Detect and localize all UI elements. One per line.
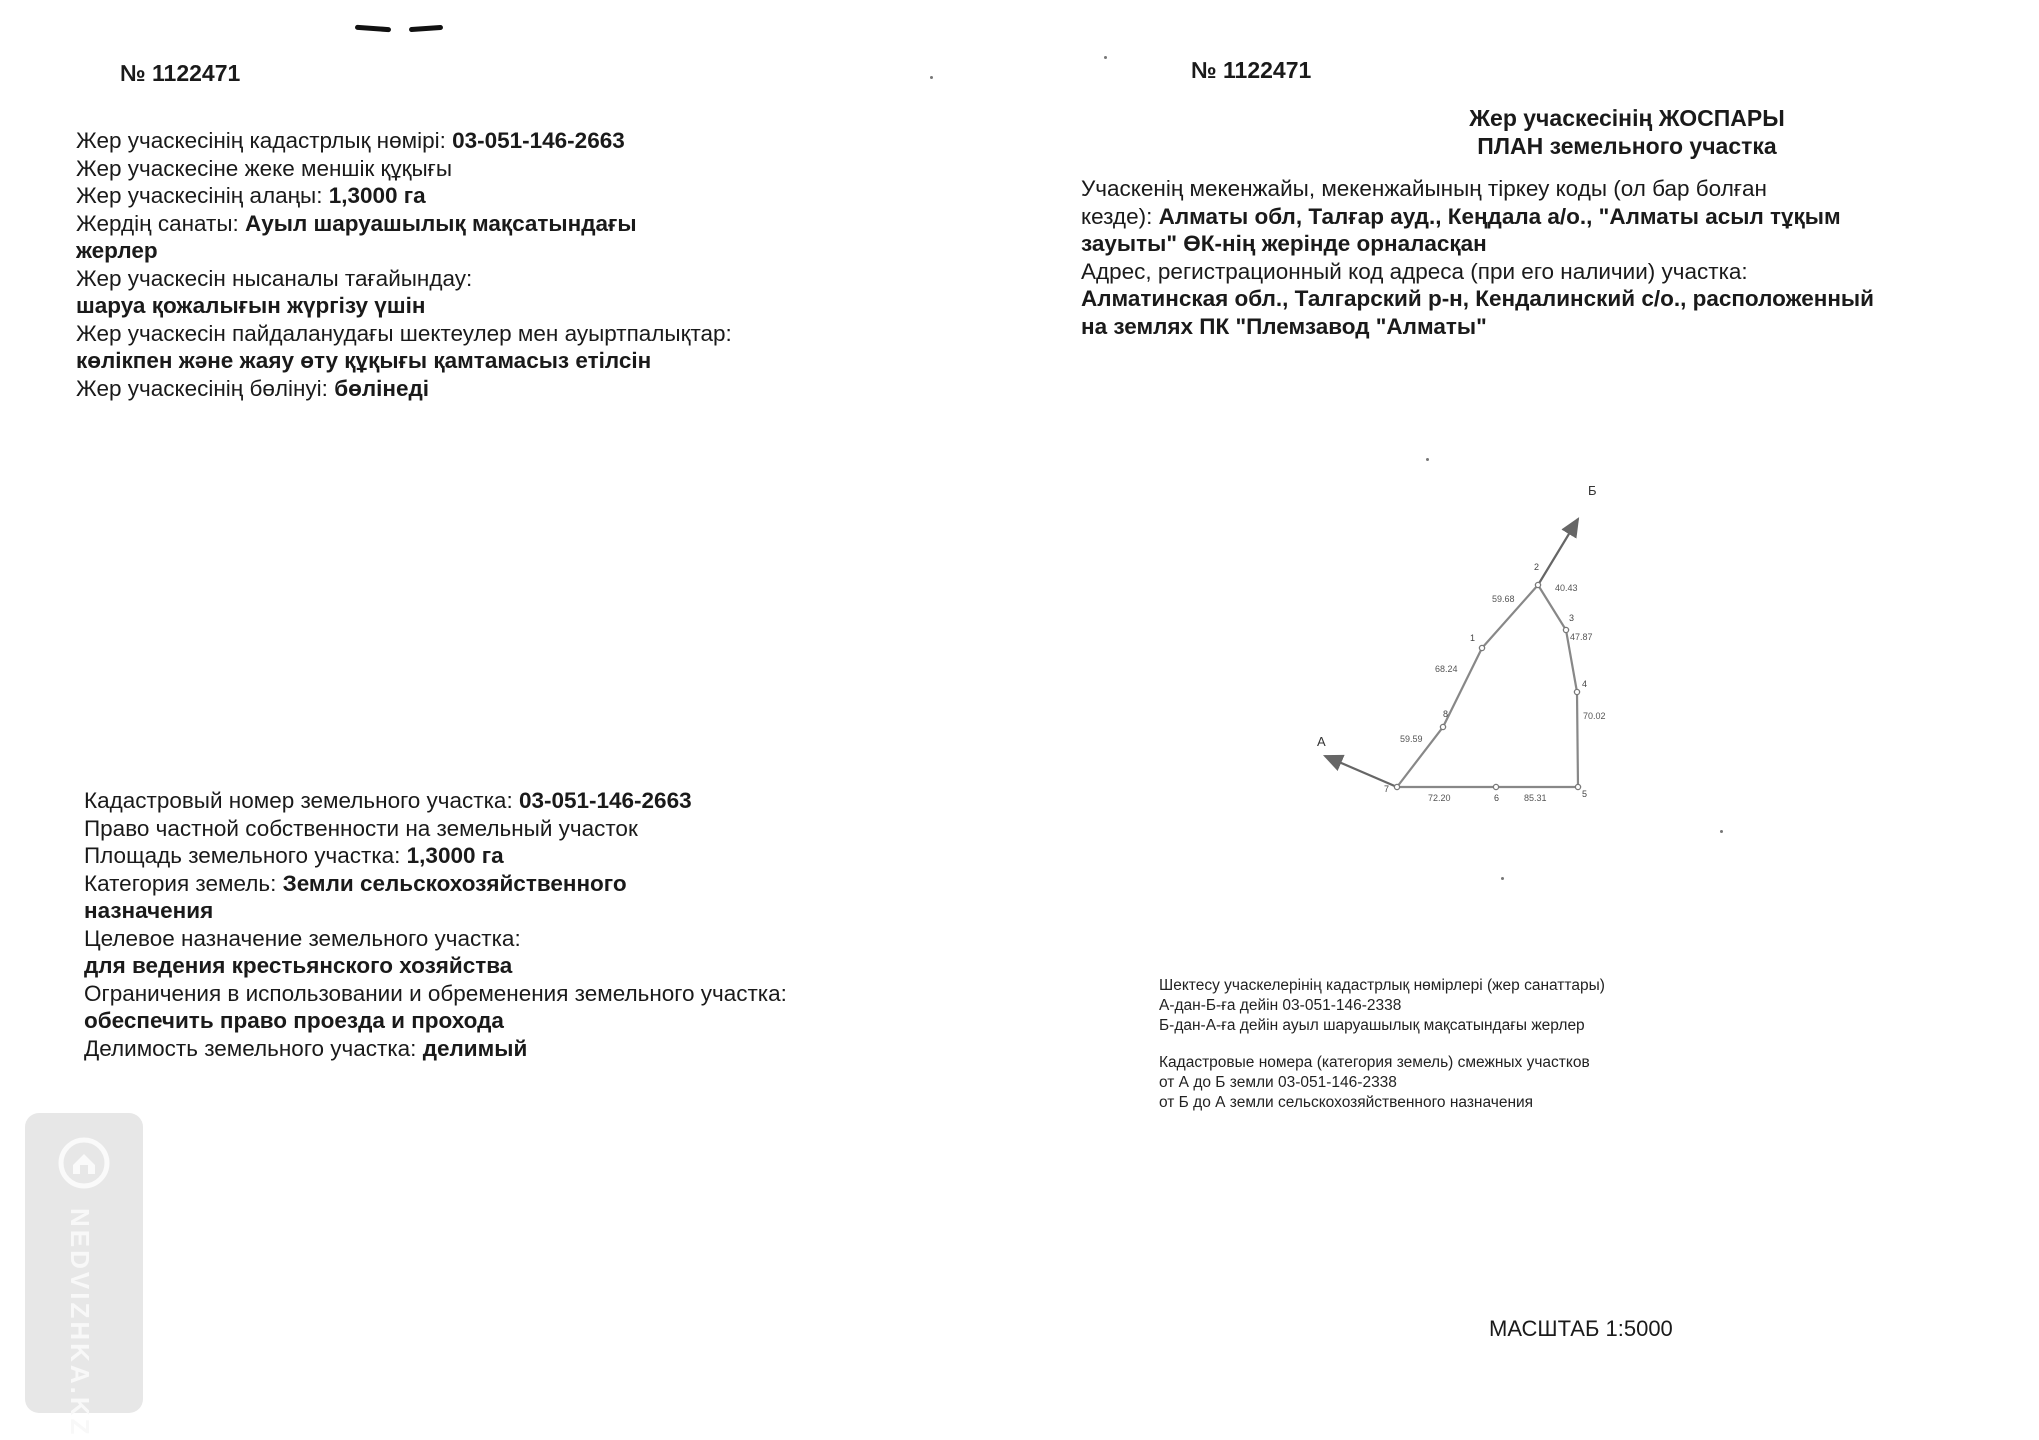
watermark-text: NEDVIZHKA.KZ [65, 1208, 95, 1438]
point-label-6: 6 [1494, 793, 1500, 803]
vertex-5 [1575, 784, 1580, 789]
watermark [25, 1113, 143, 1438]
ru-category-label: Категория земель: [84, 870, 283, 896]
address-ru-value: Алматинская обл., Талгарский р-н, Кендалинский с/о., расположенный [1081, 286, 1874, 311]
vertex-3 [1563, 627, 1568, 632]
kz-purpose-label: Жер учаскесін нысаналы тағайындау: [76, 265, 473, 291]
legend-ru-title: Кадастровые номера (категория земель) смежных участков [1159, 1054, 1590, 1071]
address-ru-label: Адрес, регистрационный код адреса (при его наличии) участка: [1081, 258, 1748, 284]
vertex-2 [1535, 582, 1540, 587]
parcel-boundary [1397, 585, 1578, 787]
scan-mark [355, 25, 391, 32]
kz-category-value-cont: жерлер [76, 238, 158, 263]
plan-title [1367, 104, 1887, 160]
arrow-b-line [1538, 519, 1578, 585]
vertex-4 [1574, 689, 1579, 694]
kz-divisibility-label: Жер учаскесінің бөлінуі: [76, 375, 335, 401]
doc-number: № 1122471 [1191, 57, 1312, 83]
kz-divisibility-value: бөлінеді [334, 375, 430, 401]
address-ru-value-cont: на землях ПК "Племзавод "Алматы" [1081, 313, 1487, 339]
arrow-a-label: А [1317, 734, 1326, 749]
legend-kz-line-2: Б-дан-А-ға дейін ауыл шаруашылық мақсатындағы жерлер [1159, 1017, 1585, 1034]
kz-right-row: Жер учаскесіне жеке меншік құқығы [76, 155, 453, 181]
segment-6-7: 72.20 [1428, 793, 1451, 803]
ru-area-value: 1,3000 га [406, 843, 504, 868]
ru-right-row: Право частной собственности на земельный участок [84, 815, 638, 841]
point-label-4: 4 [1582, 679, 1588, 689]
plan-title-ru: ПЛАН земельного участка [1477, 133, 1777, 159]
address-kz-label: Учаскенің мекенжайы, мекенжайының тіркеу коды (ол бар болған [1081, 176, 1767, 201]
ru-area-label: Площадь земельного участка: [84, 843, 407, 868]
point-label-1: 1 [1470, 633, 1476, 643]
scan-speck [1501, 877, 1504, 880]
vertex-6 [1493, 784, 1498, 789]
nedvizhka-logo-icon [58, 1137, 110, 1189]
segment-8-1: 68.24 [1435, 664, 1458, 674]
scan-speck [1104, 56, 1107, 59]
kz-cadastral-row [76, 127, 732, 155]
legend-ru-line-1: от А до Б земли 03-051-146-2338 [1159, 1074, 1397, 1091]
kz-category-label: Жердің санаты: [76, 210, 246, 236]
kz-cadastral-label: Жер учаскесінің кадастрлық нөмірі: [76, 128, 453, 153]
arrow-a-line [1325, 756, 1397, 787]
address-kz-row [1081, 203, 1961, 231]
ru-purpose-label: Целевое назначение земельного участка: [84, 925, 521, 951]
kz-area-label: Жер учаскесінің алаңы: [76, 183, 329, 208]
ru-divisibility-row [84, 1035, 787, 1063]
adjacent-legend-ru [1159, 1053, 1590, 1113]
scan-mark [409, 25, 443, 32]
ru-restrictions-label: Ограничения в использовании и обременения земельного участка: [84, 980, 787, 1006]
segment-1-2: 59.68 [1492, 594, 1515, 604]
segment-7-8: 59.59 [1400, 734, 1423, 744]
legend-ru-line-2: от Б до А земли сельскохозяйственного назначения [1159, 1094, 1534, 1111]
kz-restrictions-value: көлікпен және жаяу өту құқығы қамтамасыз етілсін [76, 348, 652, 373]
ru-divisibility-value: делимый [422, 1035, 528, 1061]
address-kz-value: Алматы обл, Талғар ауд., Кеңдала а/о., "Алматы асыл тұқым [1158, 203, 1841, 229]
vertex-8 [1440, 724, 1445, 729]
ru-area-row [84, 842, 787, 870]
parcel-plan [1260, 470, 1680, 830]
ru-category-value: Земли сельскохозяйственного [282, 870, 627, 896]
address-block [1081, 175, 1961, 340]
kz-area-value: 1,3000 га [328, 183, 426, 208]
point-label-7: 7 [1384, 784, 1390, 794]
kz-restrictions-label: Жер учаскесін пайдаланудағы шектеулер мен ауыртпалықтар: [76, 320, 732, 346]
scale-label: МАСШТАБ 1:5000 [1489, 1316, 1673, 1341]
right-page [1020, 0, 2039, 1440]
kz-category-row [76, 210, 732, 238]
kz-details [76, 127, 732, 402]
point-label-5: 5 [1582, 789, 1588, 799]
ru-details [84, 787, 787, 1062]
segment-5-6: 85.31 [1524, 793, 1547, 803]
vertex-7 [1394, 784, 1399, 789]
ru-cadastral-label: Кадастровый номер земельного участка: [84, 788, 519, 813]
doc-number: № 1122471 [120, 60, 241, 86]
plan-title-kz: Жер учаскесінің ЖОСПАРЫ [1469, 105, 1785, 131]
kz-category-value: Ауыл шаруашылық мақсатындағы [245, 210, 637, 236]
point-label-3: 3 [1569, 613, 1575, 623]
scan-speck [1426, 458, 1429, 461]
ru-purpose-value: для ведения крестьянского хозяйства [84, 953, 513, 978]
kz-purpose-value: шаруа қожалығын жүргізу үшін [76, 293, 426, 318]
ru-cadastral-row [84, 787, 787, 815]
ru-category-value-cont: назначения [84, 898, 214, 923]
scan-speck [930, 76, 933, 79]
ru-category-row [84, 870, 787, 898]
kz-area-row [76, 182, 732, 210]
ru-restrictions-value: обеспечить право проезда и прохода [84, 1008, 504, 1033]
segment-2-3: 40.43 [1555, 583, 1578, 593]
ru-cadastral-value: 03-051-146-2663 [518, 788, 692, 813]
segment-4-5: 70.02 [1583, 711, 1606, 721]
segment-3-4: 47.87 [1570, 632, 1593, 642]
point-label-8: 8 [1443, 709, 1449, 719]
adjacent-legend-kz [1159, 976, 1605, 1036]
legend-kz-title: Шектесу учаскелерінің кадастрлық нөмірлері (жер санаттары) [1159, 977, 1605, 994]
point-label-2: 2 [1534, 562, 1540, 572]
vertex-1 [1479, 645, 1484, 650]
legend-kz-line-1: А-дан-Б-ға дейін 03-051-146-2338 [1159, 997, 1402, 1014]
kz-divisibility-row [76, 375, 732, 403]
address-kz-value-cont: зауыты" ӨК-нің жерінде орналасқан [1081, 231, 1487, 256]
ru-divisibility-label: Делимость земельного участка: [84, 1035, 423, 1061]
arrow-b-label: Б [1588, 483, 1597, 498]
kz-cadastral-value: 03-051-146-2663 [452, 128, 625, 153]
address-kz-label-cont: кезде): [1081, 203, 1159, 229]
scan-speck [1720, 830, 1723, 833]
